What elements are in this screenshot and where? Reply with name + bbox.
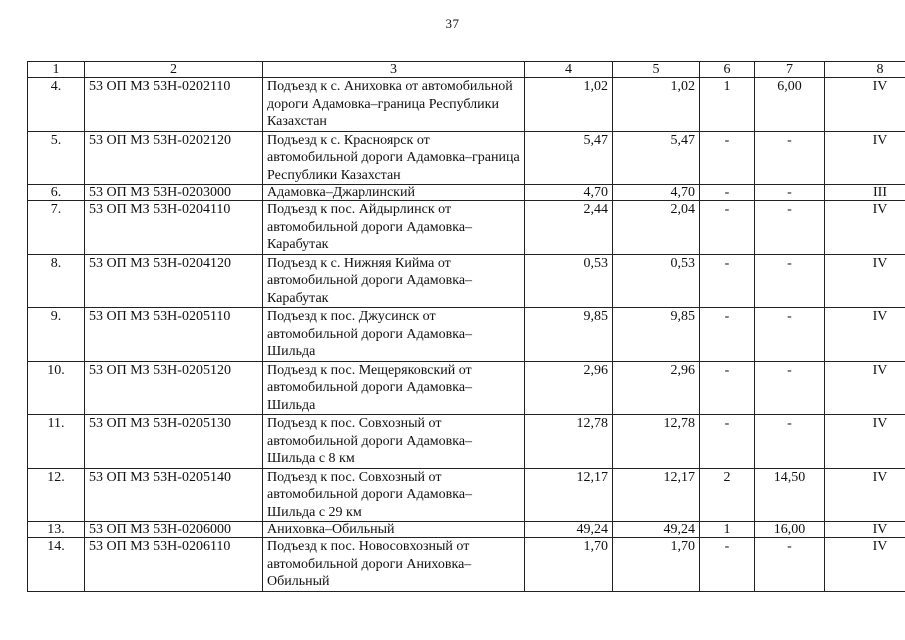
length-total: 1,70	[525, 538, 613, 592]
row-number: 6.	[28, 185, 85, 201]
column-number: 7	[755, 62, 825, 78]
road-code: 53 ОП МЗ 53Н-0206110	[85, 538, 263, 592]
table-row	[28, 308, 905, 362]
row-number: 10.	[28, 361, 85, 415]
table-row	[28, 415, 905, 469]
lanes-value: 1	[700, 78, 755, 132]
row-number: 7.	[28, 201, 85, 255]
length-total: 2,96	[525, 361, 613, 415]
length-hard: 12,17	[613, 468, 700, 522]
length-hard: 9,85	[613, 308, 700, 362]
table-row	[28, 131, 905, 185]
table-row	[28, 254, 905, 308]
road-code: 53 ОП МЗ 53Н-0205130	[85, 415, 263, 469]
length-total: 5,47	[525, 131, 613, 185]
width-value: 6,00	[755, 78, 825, 132]
lanes-value: -	[700, 308, 755, 362]
road-name: Подъезд к с. Нижняя Кийма от автомобильной дороги Адамовка–Карабутак	[263, 254, 525, 308]
road-code: 53 ОП МЗ 53Н-0203000	[85, 185, 263, 201]
column-number: 2	[85, 62, 263, 78]
road-name: Подъезд к пос. Мещеряковский от автомобильной дороги Адамовка–Шильда	[263, 361, 525, 415]
road-name: Подъезд к с. Красноярск от автомобильной дороги Адамовка–граница Республики Казахстан	[263, 131, 525, 185]
road-name: Подъезд к пос. Айдырлинск от автомобильной дороги Адамовка–Карабутак	[263, 201, 525, 255]
table-row	[28, 361, 905, 415]
length-total: 2,44	[525, 201, 613, 255]
table-row	[28, 201, 905, 255]
column-number: 4	[525, 62, 613, 78]
lanes-value: -	[700, 201, 755, 255]
length-total: 12,17	[525, 468, 613, 522]
road-code: 53 ОП МЗ 53Н-0205120	[85, 361, 263, 415]
length-total: 1,02	[525, 78, 613, 132]
width-value: -	[755, 415, 825, 469]
length-total: 12,78	[525, 415, 613, 469]
width-value: -	[755, 308, 825, 362]
column-number-row	[28, 62, 905, 78]
road-category: IV	[825, 201, 905, 255]
width-value: 16,00	[755, 522, 825, 538]
width-value: -	[755, 185, 825, 201]
table-row	[28, 185, 905, 201]
row-number: 9.	[28, 308, 85, 362]
row-number: 8.	[28, 254, 85, 308]
row-number: 5.	[28, 131, 85, 185]
lanes-value: 1	[700, 522, 755, 538]
length-hard: 5,47	[613, 131, 700, 185]
length-hard: 49,24	[613, 522, 700, 538]
length-hard: 1,70	[613, 538, 700, 592]
width-value: -	[755, 538, 825, 592]
column-number: 5	[613, 62, 700, 78]
row-number: 13.	[28, 522, 85, 538]
road-code: 53 ОП МЗ 53Н-0206000	[85, 522, 263, 538]
road-code: 53 ОП МЗ 53Н-0202110	[85, 78, 263, 132]
width-value: -	[755, 201, 825, 255]
road-name: Подъезд к пос. Совхозный от автомобильной дороги Адамовка–Шильда с 8 км	[263, 415, 525, 469]
row-number: 12.	[28, 468, 85, 522]
table-row	[28, 78, 905, 132]
column-number: 8	[825, 62, 905, 78]
road-name: Аниховка–Обильный	[263, 522, 525, 538]
row-number: 11.	[28, 415, 85, 469]
lanes-value: -	[700, 131, 755, 185]
road-category: IV	[825, 361, 905, 415]
length-total: 49,24	[525, 522, 613, 538]
length-hard: 12,78	[613, 415, 700, 469]
road-category: III	[825, 185, 905, 201]
road-name: Подъезд к пос. Новосовхозный от автомобильной дороги Аниховка–Обильный	[263, 538, 525, 592]
lanes-value: -	[700, 185, 755, 201]
roads-table	[27, 61, 905, 592]
width-value: -	[755, 131, 825, 185]
road-category: IV	[825, 254, 905, 308]
road-code: 53 ОП МЗ 53Н-0204110	[85, 201, 263, 255]
road-code: 53 ОП МЗ 53Н-0202120	[85, 131, 263, 185]
width-value: -	[755, 361, 825, 415]
road-category: IV	[825, 522, 905, 538]
road-name: Подъезд к с. Аниховка от автомобильной дороги Адамовка–граница Республики Казахстан	[263, 78, 525, 132]
page-number: 37	[445, 16, 460, 31]
column-number: 6	[700, 62, 755, 78]
column-number: 3	[263, 62, 525, 78]
length-hard: 2,04	[613, 201, 700, 255]
table-row	[28, 522, 905, 538]
table-row	[28, 538, 905, 592]
road-category: IV	[825, 308, 905, 362]
width-value: 14,50	[755, 468, 825, 522]
length-total: 9,85	[525, 308, 613, 362]
width-value: -	[755, 254, 825, 308]
road-name: Адамовка–Джарлинский	[263, 185, 525, 201]
length-total: 0,53	[525, 254, 613, 308]
road-category: IV	[825, 468, 905, 522]
lanes-value: -	[700, 254, 755, 308]
length-hard: 2,96	[613, 361, 700, 415]
road-category: IV	[825, 415, 905, 469]
lanes-value: -	[700, 415, 755, 469]
road-code: 53 ОП МЗ 53Н-0205110	[85, 308, 263, 362]
road-category: IV	[825, 131, 905, 185]
length-hard: 1,02	[613, 78, 700, 132]
lanes-value: -	[700, 361, 755, 415]
length-hard: 4,70	[613, 185, 700, 201]
column-number: 1	[28, 62, 85, 78]
road-category: IV	[825, 78, 905, 132]
length-total: 4,70	[525, 185, 613, 201]
table-row	[28, 468, 905, 522]
road-name: Подъезд к пос. Джусинск от автомобильной дороги Адамовка–Шильда	[263, 308, 525, 362]
row-number: 14.	[28, 538, 85, 592]
road-code: 53 ОП МЗ 53Н-0204120	[85, 254, 263, 308]
lanes-value: 2	[700, 468, 755, 522]
road-category: IV	[825, 538, 905, 592]
length-hard: 0,53	[613, 254, 700, 308]
road-name: Подъезд к пос. Совхозный от автомобильной дороги Адамовка–Шильда с 29 км	[263, 468, 525, 522]
road-code: 53 ОП МЗ 53Н-0205140	[85, 468, 263, 522]
lanes-value: -	[700, 538, 755, 592]
row-number: 4.	[28, 78, 85, 132]
